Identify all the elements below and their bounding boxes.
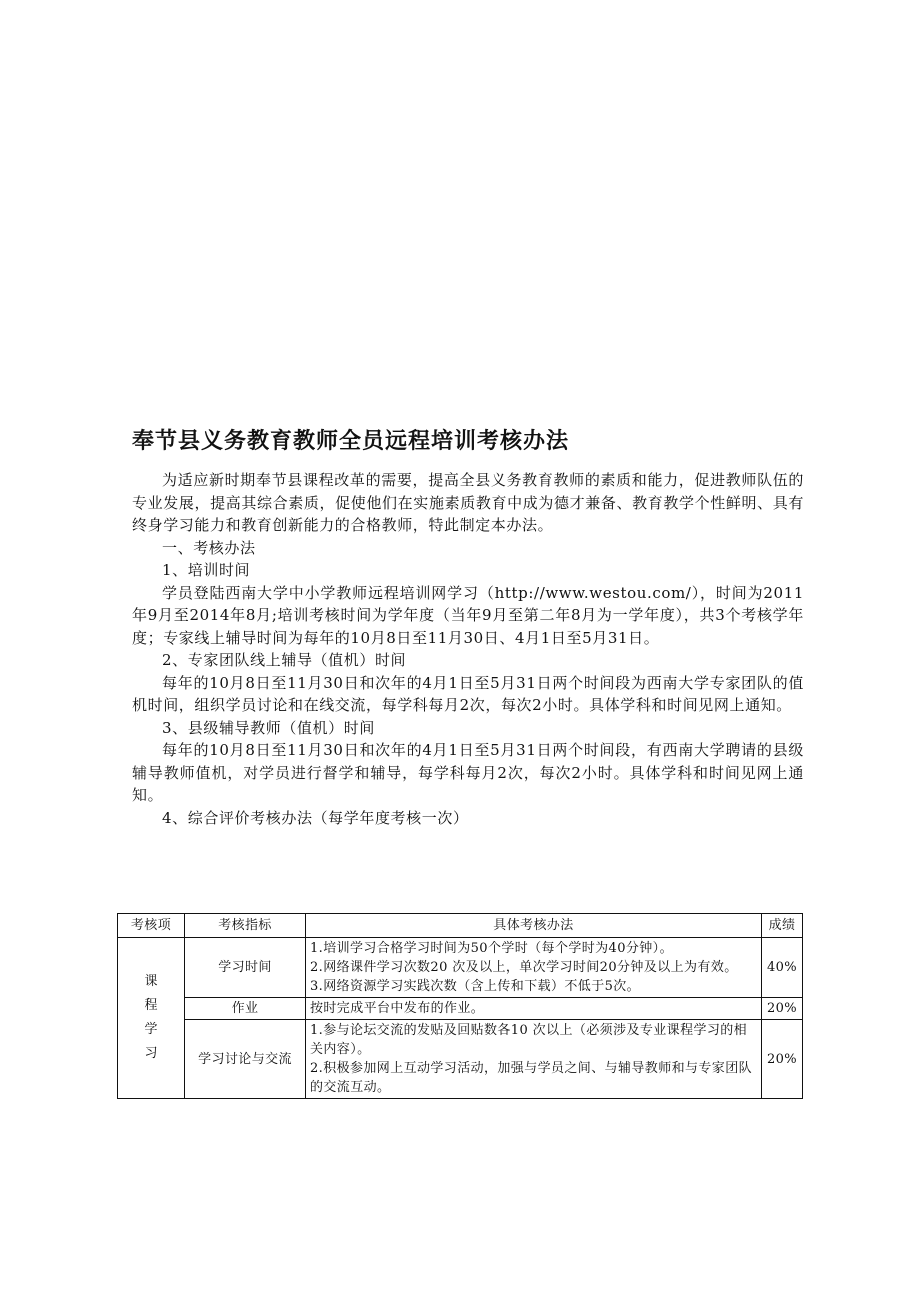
method-line: 2.网络课件学习次数20 次及以上，单次学习时间20分钟及以上为有效。 bbox=[310, 960, 738, 975]
subsection-heading-expert-duty: 2、专家团队线上辅导（值机）时间 bbox=[162, 651, 407, 669]
section-heading: 一、考核办法 bbox=[162, 538, 256, 557]
header-method: 具体考核办法 bbox=[306, 914, 762, 938]
header-score: 成绩 bbox=[762, 914, 803, 938]
method-line: 2.积极参加网上互动学习活动，加强与学员之间、与辅导教师和与专家团队的交流互动。 bbox=[310, 1061, 753, 1095]
method-cell bbox=[306, 938, 762, 998]
paragraph-expert-duty: 每年的10月8日至11月30日和次年的4月1日至5月31日两个时间段为西南大学专家团队的值机时间，组织学员讨论和在线交流，每学科每月2次，每次2小时。具体学科和时间见网上通知。 bbox=[132, 673, 804, 714]
header-item: 考核项 bbox=[118, 914, 185, 938]
method-cell bbox=[306, 998, 762, 1020]
method-cell bbox=[306, 1020, 762, 1099]
subsection-heading-county-tutor: 3、县级辅导教师（值机）时间 bbox=[162, 718, 375, 737]
indicator-cell: 学习时间 bbox=[185, 938, 306, 998]
table-row bbox=[118, 938, 803, 998]
category-label: 课程学习 bbox=[144, 974, 158, 1061]
score-cell: 40% bbox=[762, 938, 803, 998]
table-row bbox=[118, 998, 803, 1020]
paragraph-training-time: 学员登陆西南大学中小学教师远程培训网学习（http://www.westou.com/），时间为2011年9月至2014年8月;培训考核时间为学年度（当年9月至第二年8月为一学年度），共3个考核学年度；专家线上辅导时间为每年的10月8日至11月30日、4月1日至5月31日。 bbox=[132, 583, 804, 647]
assessment-table bbox=[117, 913, 803, 1099]
subsection-heading-training-time: 1、培训时间 bbox=[162, 561, 251, 579]
header-indicator: 考核指标 bbox=[185, 914, 306, 938]
method-line: 按时完成平台中发布的作业。 bbox=[310, 1001, 485, 1016]
category-cell bbox=[118, 938, 185, 1099]
intro-paragraph: 为适应新时期奉节县课程改革的需要，提高全县义务教育教师的素质和能力，促进教师队伍的专业发展，提高其综合素质，促使他们在实施素质教育中成为德才兼备、教育教学个性鲜明、具有终身学习能力和教育创新能力的合格教师，特此制定本办法。 bbox=[132, 471, 804, 534]
document-title: 奉节县义务教育教师全员远程培训考核办法 bbox=[132, 429, 570, 454]
method-line: 1.参与论坛交流的发贴及回贴数各10 次以上（必须涉及专业课程学习的相关内容）。 bbox=[310, 1023, 748, 1057]
indicator-cell: 学习讨论与交流 bbox=[185, 1020, 306, 1099]
score-cell: 20% bbox=[762, 1020, 803, 1099]
document-body bbox=[132, 425, 804, 829]
table-row bbox=[118, 1020, 803, 1099]
indicator-cell: 作业 bbox=[185, 998, 306, 1020]
table-header-row bbox=[118, 914, 803, 938]
method-line: 3.网络资源学习实践次数（含上传和下载）不低于5次。 bbox=[310, 979, 641, 994]
method-line: 1.培训学习合格学习时间为50个学时（每个学时为40分钟）。 bbox=[310, 941, 673, 956]
paragraph-county-tutor: 每年的10月8日至11月30日和次年的4月1日至5月31日两个时间段，有西南大学聘请的县级辅导教师值机，对学员进行督学和辅导，每学科每月2次，每次2小时。具体学科和时间见网上通知。 bbox=[132, 741, 804, 804]
score-cell: 20% bbox=[762, 998, 803, 1020]
subsection-heading-evaluation: 4、综合评价考核办法（每学年度考核一次） bbox=[162, 808, 469, 827]
